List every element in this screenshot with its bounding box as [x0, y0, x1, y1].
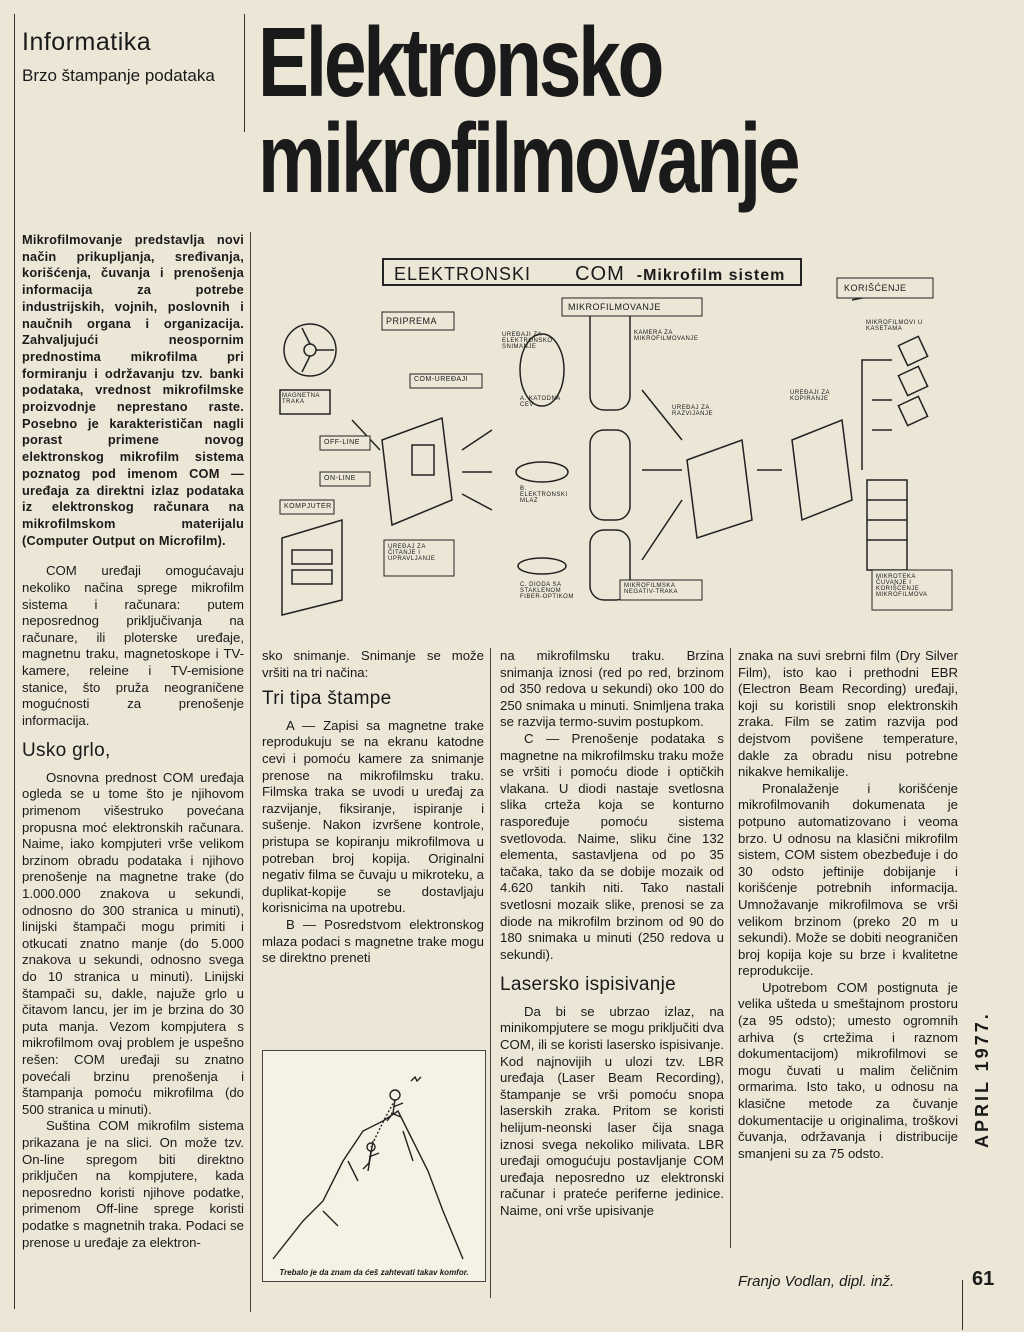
label-c-dioda: C. DIODA SA STAKLENOM FIBER-OPTIKOM	[520, 582, 574, 600]
film-transport-b	[590, 430, 630, 520]
col4-paragraph-2: Pronalaženje i korišćenje mikrofilmovanih dokumenata je potpuno automatizovano i veoma brzo. U odnosu na klasični mikrofilm sistem, COM sistem obezbeđuje i do 30 odsto jeftinije dobijanje i korišćenje potrebnih informacija. Umnožavanje mikrofilmova se vrši velikom brzinom (preko 20 m u sekundi). Može se dobiti neograničen broj kopija koje su brze i kvalitetne reprodukcije.	[738, 780, 958, 979]
computer-cabinet-icon	[282, 520, 342, 615]
cartoon-illustration	[262, 1050, 486, 1282]
title-line-2: mikrofilmovanje	[258, 103, 798, 213]
developer-unit-icon	[687, 440, 752, 538]
com-system-figure	[262, 240, 962, 640]
figure-title-part-b: COM	[575, 263, 625, 285]
section-name: Informatika	[22, 28, 152, 56]
label-priprema: PRIPREMA	[386, 316, 438, 326]
col3-paragraph-2: C — Prenošenje podataka s magnetne na mikrofilmsku traku može se vršiti i pomoću diode i optičkih vlakana. U diodi nastaje svetlosna slika crteža koja se konturno raspoređuje pomoću sistema svetlovoda. Naime, sliku čine 132 elementa, sastavljena od po 35 tačaka, tako da se dobije mozaik od 4.620 tankih niti. Tako nastali svetlosni mozaik slike, prenosi se za diode na mikrofilm brzinom od 90 do 180 snimaka u minuti (250 redova u sekundi).	[500, 730, 724, 962]
article-title	[258, 7, 798, 213]
label-negativ-traka: MIKROFILMSKA NEGATIV-TRAKA	[624, 583, 679, 595]
col1-paragraph-1: COM uređaji omogućavaju nekoliko načina sprege mikrofilm sistema i računara: putem neposrednog priključivanja na računare, ili ploterske uređaje, magnetnu traku, magnetoskope i TV-kamere, releine i TV-emisione stanice, što pruža neograničene mogućnosti za prenošenje informacija.	[22, 563, 244, 728]
climber-head-icon	[390, 1090, 400, 1100]
column-1	[22, 232, 244, 1251]
col1-paragraph-2: Osnovna prednost COM uređaja ogleda se u tome što je njihovom primenom višestruko povećana propusna moć elektronskih računara. Naime, iako kompjuteri vrše velikom brzinom obradu podataka i njihovo prenošenje na magnetne trake (do 1.000.000 znakova u sekundi, odnosno do 300 stranica u minuti), linijski štampači mogu primiti i otkucati znatno manje (do 5.000 znakova u sekundi, odnosno svega do 10 stranica u minuti). Linijski štampači su, dakle, najuže grlo u čitavom lancu, jer im je brzina do 30 puta manja. Vezom kompjutera s mikrofilmom ovaj problem je uspešno rešen: COM uređaji su znatno povećali brzinu prenošenja i štampanja pomoću mikrofilma (do 500 stranica u minuti).	[22, 769, 244, 1117]
microfilm-cabinet-icon	[867, 480, 907, 570]
label-mikroteka: MIKROTEKA ČUVANJE I KORIŠĆENJE MIKROFILMOVA	[876, 574, 928, 598]
col4-paragraph-1: znaka na suvi srebrni film (Dry Silver Film), isto kao i prethodni EBR (Electron Beam Recording) uređaji, koji su koristili snop elektronskih zraka. Film se zatim razvija pod dejstvom povišene temperature, dakle za obradu nisu potrebne nikakve hemikalije.	[738, 648, 958, 780]
lead-text: Mikrofilmovanje predstavlja novi način prikupljanja, sređivanja, korišćenja, čuvanja i prenošenja informacija za potrebe industrijskih, vojnih, poslovnih i naučnih organa i organizacija. Zahvaljujući neospornim prednostima mikrofilma pri formiranju i održavanju tzv. banki podataka, vrednost mikrofilmske proizvodnje neprestano raste. Posebno je karakterističan nagli porast primene novog elektronskog mikrofilm sistema poznatog pod imenom COM — uređaja za direktni izlaz podataka iz elektronskog računara na mikrofilmskom materijalu (Computer Output on Microfilm).	[22, 232, 244, 548]
column-divider-2	[490, 648, 491, 1298]
left-margin-rule	[14, 14, 15, 1309]
author-byline: Franjo Vodlan, dipl. inž.	[738, 1273, 895, 1290]
subhead-lasersko: Lasersko ispisivanje	[500, 974, 677, 996]
column-divider-3	[730, 648, 731, 1248]
label-koriscenje: KORIŠĆENJE	[844, 283, 907, 293]
figure-drawing	[262, 240, 962, 640]
mountain-climber-drawing	[263, 1051, 485, 1261]
col3-paragraph-1: na mikrofilmsku traku. Brzina snimanja iznosi (red po red, brzinom od 350 redova u sekundi) oko 100 do 250 snimaka u minuti. Snimljena traka se razvija termo-suvim postupkom.	[500, 648, 724, 730]
label-a-katodna: A. KATODNA CEV	[520, 396, 561, 408]
title-line-1: Elektronsko	[258, 7, 662, 117]
label-mikrofilmovanje: MIKROFILMOVANJE	[568, 302, 661, 312]
issue-date: APRIL 1977.	[972, 1011, 992, 1148]
section-subtitle: Brzo štampanje podataka	[22, 66, 215, 85]
col1-paragraph-3: Suština COM mikrofilm sistema prikazana je na slici. On može tzv. On-line spregom biti direktno priključen na kompjutere, kada neposredno koristi njihove podatke, primenom Off-line sprege koristi podatke s magnetnih traka. Podaci se prenose u uređaje za elektron-	[22, 1118, 244, 1250]
subhead-tri-tipa: Tri tipa štampe	[262, 688, 392, 710]
col3-paragraph-3: Da bi se ubrzao izlaz, na minikompjutere se mogu priključiti dva COM, ili se koristi lasersko ispisivanje. Kod najnovijih u ulozi tzv. LBR uređaja (Laser Beam Recording), štampanje se vrši pomoću snopa laserskih zraka. Pritom se koristi helijum-neonski laser čija snaga iznosi svega nekoliko milivata. LBR uređaji omogućuju postavljanje COM uređaja neposredno uz elektronski računar i prateće periferne jedinice. Naime, oni vrše upisivanje	[500, 1003, 724, 1218]
figure-title-part-a: ELEKTRONSKI	[394, 264, 532, 284]
col2-paragraph-3: B — Posredstvom elektronskog mlaza podaci s magnetne trake mogu se direktno preneti	[262, 916, 484, 966]
com-unit-icon	[382, 418, 452, 525]
label-off-line: OFF-LINE	[324, 439, 360, 446]
lead-paragraph	[22, 232, 244, 549]
copier-unit-icon	[792, 420, 852, 520]
column-divider-1	[250, 232, 251, 1312]
label-kamera: KAMERA ZA MIKROFILMOVANJE	[634, 330, 699, 342]
col4-paragraph-3: Upotrebom COM postignuta je velika ušteda u smeštajnom prostoru (za 95 odsto); umesto ogromnih arhiva (s crtežima i raznom dokumentacijom) mikrofilmovi se mogu čuvati u malim čeličnim ormarima. Isto tako, u odnosu na klasične metode za čuvanje dokumentacije u originalima, troškovi čuvanja, održavanja i distribucije smanjeni su za 75 odsto.	[738, 979, 958, 1161]
cartoon-caption: Trebalo je da znam da ćeš zahtevati takav komfor.	[279, 1268, 469, 1277]
label-b-elektronski: B. ELEKTRONSKI MLAZ	[520, 486, 568, 504]
col2-paragraph-2: A — Zapisi sa magnetne trake reprodukuju se na ekranu katodne cevi i pomoću kamere za snimanje prenose na mikrofilmsku traku. Filmska traka se uvodi u uređaj za razvijanje, fiksiranje, ispiranje i sušenje. Nakon izvršene kontrole, pristupa se kopiranju mikrofilmova u potreban broj kopija. Originalni negativ filma se čuvaju u mikroteku, a duplikat-kopije se dostavljaju korisnicima na upotrebu.	[262, 717, 484, 916]
label-uredjaji-snimanje: UREĐAJI ZA ELEKTRONSKO SNIMANJE	[502, 332, 553, 350]
col2-paragraph-1: sko snimanje. Snimanje se može vršiti na tri načina:	[262, 648, 484, 680]
figure-title-part-c: -Mikrofilm sistem	[636, 267, 786, 284]
column-4	[738, 648, 958, 1162]
label-com-uredjaji: COM-UREĐAJI	[414, 376, 469, 383]
column-2	[262, 648, 484, 967]
label-kompjuter: KOMPJUTER	[284, 503, 332, 510]
column-3	[500, 648, 724, 1220]
label-uredjaji-kopiranje: UREĐAJI ZA KOPIRANJE	[790, 390, 830, 402]
label-uredjaj-citanje: UREĐAJ ZA ČITANJE I UPRAVLJANJE	[388, 544, 436, 562]
label-on-line: ON-LINE	[324, 475, 356, 482]
label-mikrofilmovi-kasetama: MIKROFILMOVI U KASETAMA	[866, 320, 923, 332]
right-margin-rule	[962, 1280, 963, 1330]
figure-title	[382, 258, 802, 286]
label-magnetna-traka: MAGNETNA TRAKA	[282, 393, 320, 405]
page-number: 61	[972, 1268, 995, 1290]
label-uredjaj-razvijanje: UREĐAJ ZA RAZVIJANJE	[672, 405, 714, 417]
subhead-usko-grlo: Usko grlo,	[22, 740, 111, 762]
